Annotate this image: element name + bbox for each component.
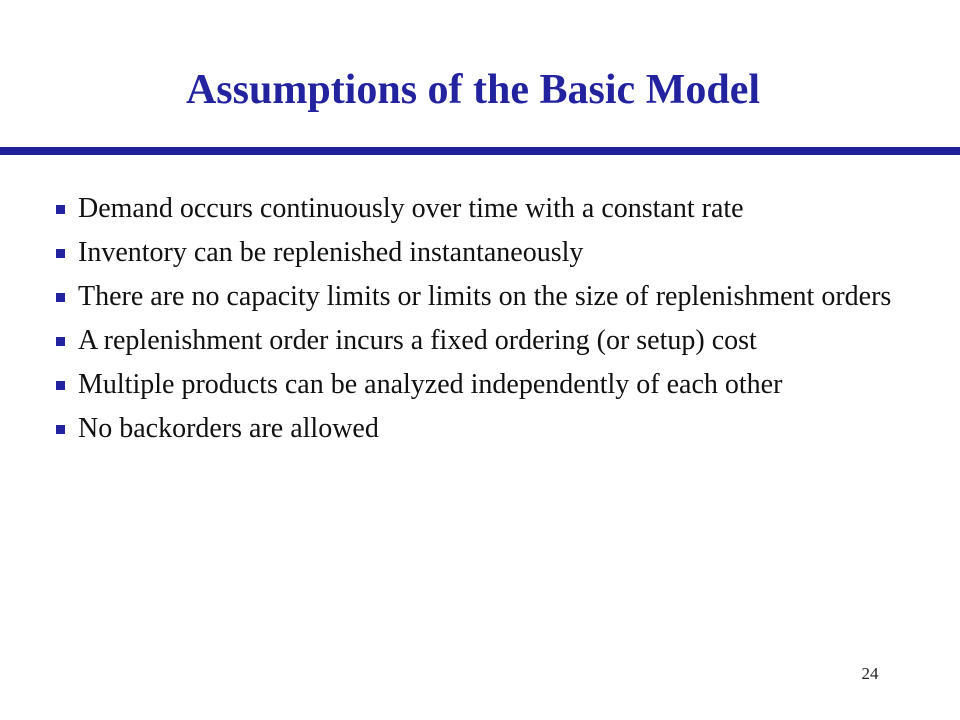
bullet-list (56, 192, 916, 456)
square-bullet-icon (56, 425, 65, 434)
bullet-item-multiple-products (56, 368, 916, 401)
square-bullet-icon (56, 293, 65, 302)
bullet-item-ordering-cost (56, 324, 916, 357)
page-number: 24 (861, 664, 879, 683)
square-bullet-icon (56, 249, 65, 258)
bullet-text: There are no capacity limits or limits on the size of replenishment orders (78, 281, 892, 312)
square-bullet-icon (56, 205, 65, 214)
title-divider (0, 147, 960, 155)
bullet-text: No backorders are allowed (78, 413, 379, 444)
square-bullet-icon (56, 381, 65, 390)
bullet-item-demand (56, 192, 916, 225)
slide-title: Assumptions of the Basic Model (185, 67, 761, 113)
bullet-item-backorders (56, 412, 916, 445)
bullet-text: A replenishment order incurs a fixed ordering (or setup) cost (78, 325, 757, 356)
bullet-item-replenishment (56, 236, 916, 269)
bullet-item-capacity (56, 280, 916, 313)
bullet-text: Multiple products can be analyzed independently of each other (78, 369, 783, 400)
bullet-text: Inventory can be replenished instantaneously (78, 237, 584, 268)
bullet-text: Demand occurs continuously over time with a constant rate (78, 193, 744, 224)
square-bullet-icon (56, 337, 65, 346)
